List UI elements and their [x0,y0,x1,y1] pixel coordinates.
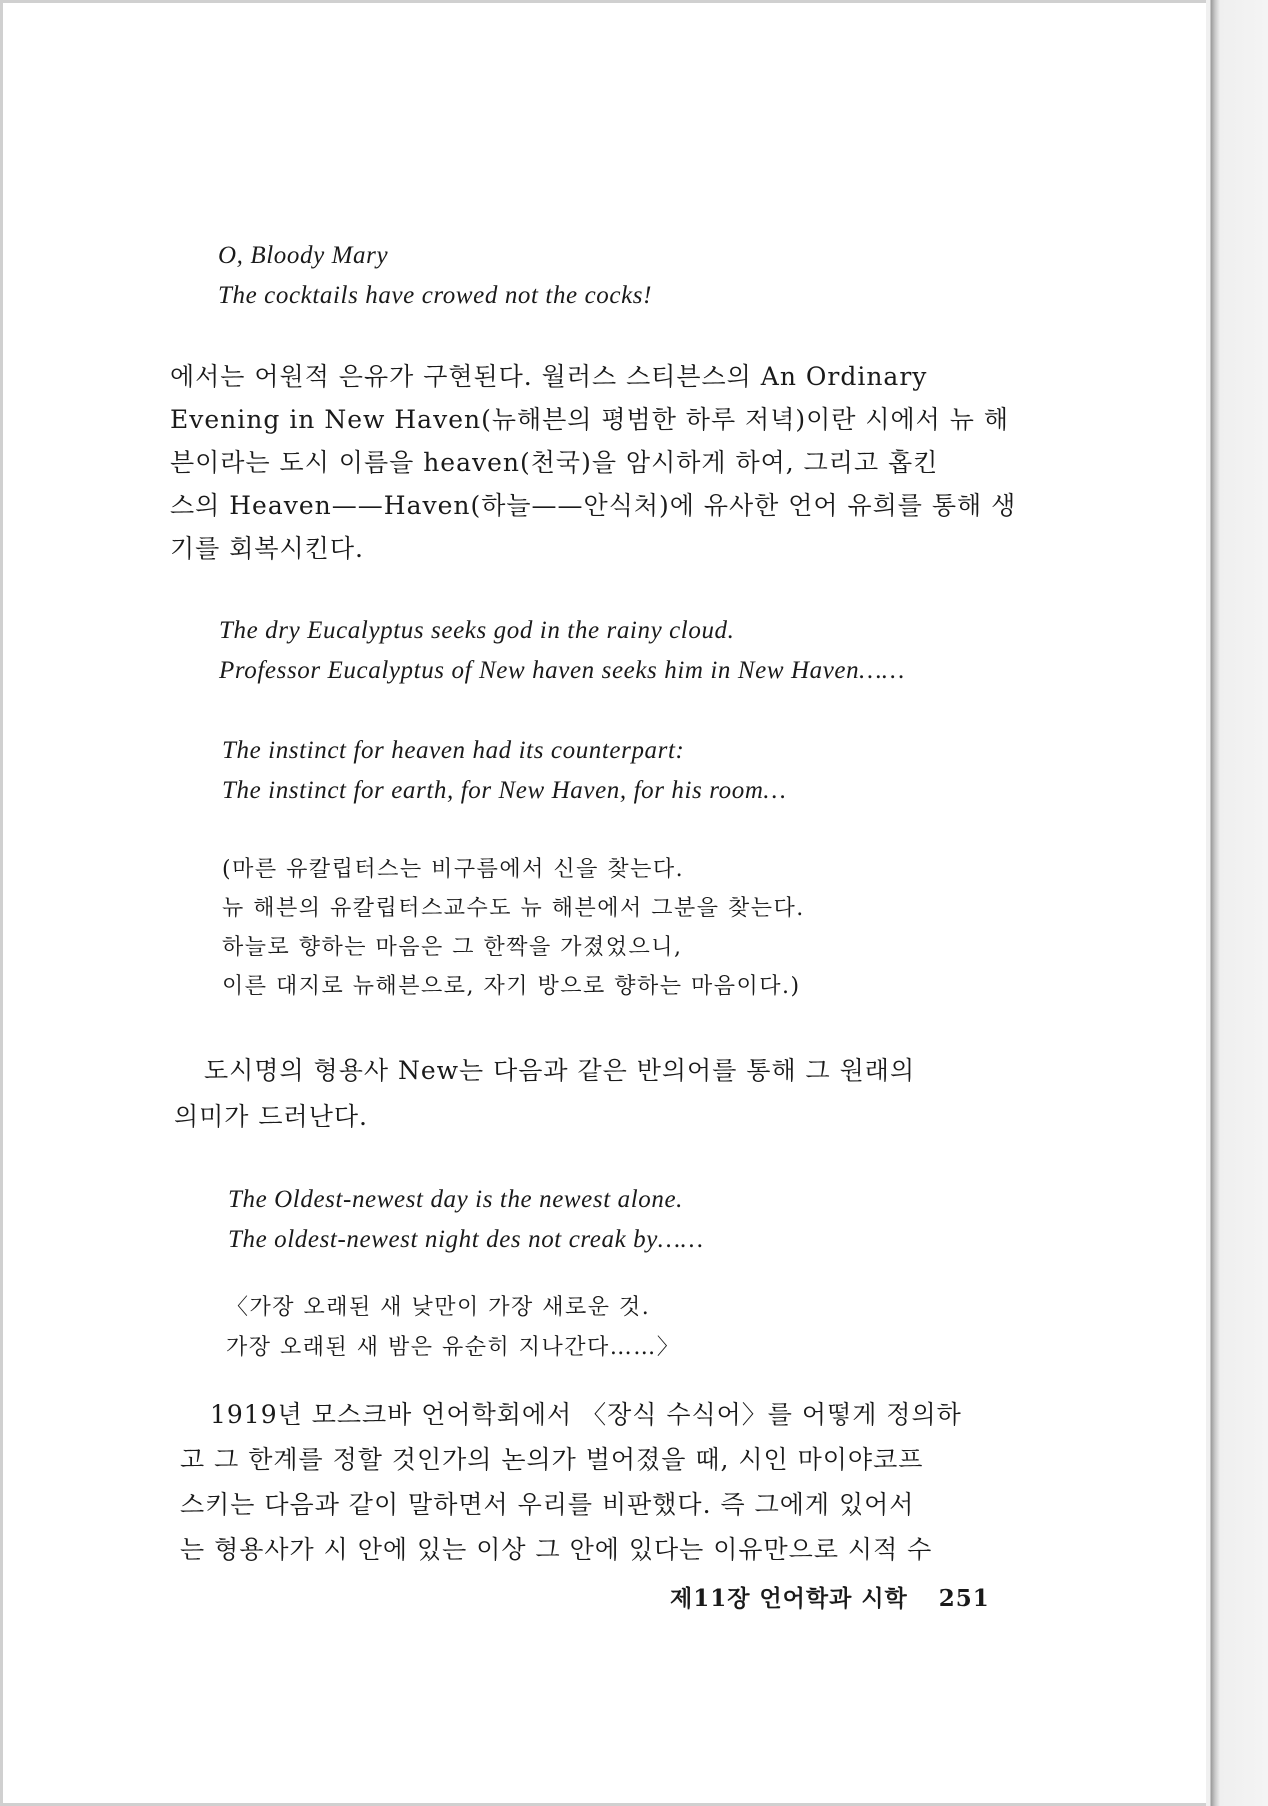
poem-instinct [222,731,786,811]
paragraph-line: 스키는 다음과 같이 말하면서 우리를 비판했다. 즉 그에게 있어서 [180,1490,915,1519]
page-number: 251 [938,1585,990,1612]
paragraph-line: 1919년 모스크바 언어학회에서 〈장식 수식어〉를 어떻게 정의하 [210,1400,962,1429]
translation-oldest-newest [226,1288,680,1368]
page-edge-top [0,0,1206,3]
page-edge-left [0,0,3,1806]
translation-line: 〈가장 오래된 새 낮만이 가장 새로운 것. [226,1295,651,1320]
poem-line: The instinct for heaven had its counterpart: [222,737,685,764]
page-edge-shadow [1206,0,1268,1806]
poem-line: Professor Eucalyptus of New haven seeks him in New Haven…… [219,657,905,684]
paragraph-line: 는 형용사가 시 안에 있는 이상 그 안에 있다는 이유만으로 시적 수 [180,1535,933,1564]
chapter-title: 제11장 언어학과 시학 [670,1585,908,1612]
paragraph-line: 븐이라는 도시 이름을 heaven(천국)을 암시하게 하여, 그리고 홉킨 [170,448,939,477]
poem-line: O, Bloody Mary [218,242,389,269]
paragraph-new-haven [170,355,1016,570]
poem-line: The Oldest-newest day is the newest alone. [228,1186,683,1213]
translation-line: (마른 유칼립터스는 비구름에서 신을 찾는다. [222,857,685,882]
poem-bloody-mary [218,236,652,316]
translation-eucalyptus [222,850,805,1006]
poem-line: The dry Eucalyptus seeks god in the rainy cloud. [219,617,735,644]
poem-eucalyptus [219,611,905,691]
poem-line: The cocktails have crowed not the cocks! [218,282,653,309]
paragraph-line: 기를 회복시킨다. [170,534,364,563]
paragraph-moscow [180,1392,962,1572]
paragraph-line: 고 그 한계를 정할 것인가의 논의가 벌어졌을 때, 시인 마이야코프 [180,1445,924,1474]
translation-line: 하늘로 향하는 마음은 그 한짝을 가졌었으니, [222,935,683,960]
paragraph-line: 스의 Heaven——Haven(하늘——안식처)에 유사한 언어 유희를 통해 생 [170,491,1017,520]
paragraph-line: 도시명의 형용사 New는 다음과 같은 반의어를 통해 그 원래의 [204,1056,916,1085]
poem-line: The instinct for earth, for New Haven, for his room… [222,777,787,804]
paragraph-line: 의미가 드러난다. [174,1102,368,1131]
translation-line: 가장 오래된 새 밤은 유순히 지나간다……〉 [226,1335,681,1360]
translation-line: 뉴 해븐의 유칼립터스교수도 뉴 해븐에서 그분을 찾는다. [222,896,805,921]
poem-line: The oldest-newest night des not creak by…… [228,1226,704,1253]
translation-line: 이른 대지로 뉴해븐으로, 자기 방으로 향하는 마음이다.) [222,974,801,999]
paragraph-line: 에서는 어원적 은유가 구현된다. 월러스 스티븐스의 An Ordinary [170,362,928,391]
paragraph-city-name [174,1048,915,1140]
page-footer [670,1584,990,1614]
poem-oldest-newest [228,1180,704,1260]
paragraph-line: Evening in New Haven(뉴해븐의 평범한 하루 저녁)이란 시에서 뉴 해 [170,405,1009,434]
